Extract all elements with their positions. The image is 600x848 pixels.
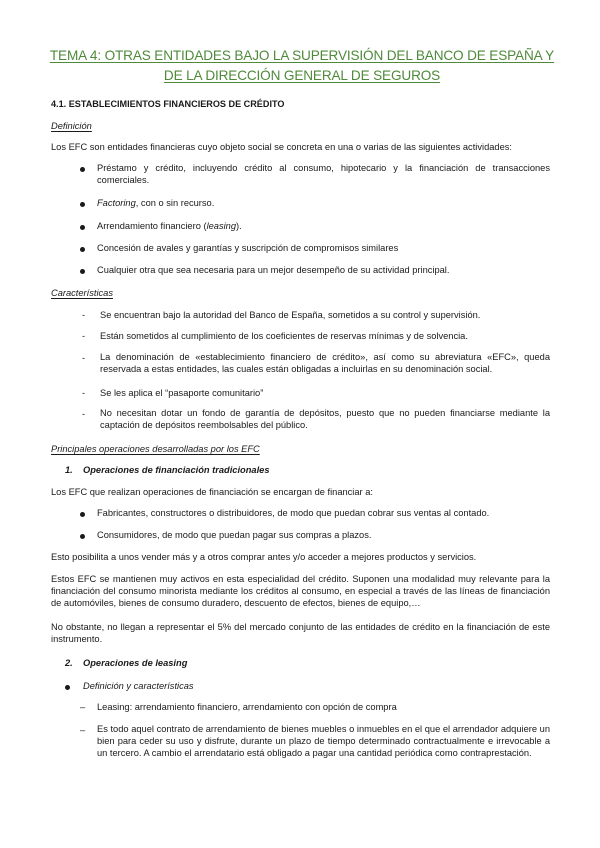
sub2-title: Operaciones de leasing [83,658,188,668]
caracteristicas-item-1: Están sometidos al cumplimiento de los coeficientes de reservas mínimas y de solvencia. [100,331,468,341]
bullet-dot [80,167,85,172]
caracteristicas-item-0: Se encuentran bajo la autoridad del Banco de España, sometidos a su control y supervisión. [100,310,481,320]
dash-marker: - [82,310,86,320]
dash-marker: - [82,353,86,363]
definicion-item-1 [97,198,214,209]
document-title-line-1: TEMA 4: OTRAS ENTIDADES BAJO LA SUPERVISIÓN DEL BANCO DE ESPAÑA Y [49,48,555,63]
sub1-item-0: Fabricantes, constructores o distribuidores, de modo que puedan cobrar sus ventas al contado. [97,508,490,518]
endash-marker: – [80,725,86,735]
sub2-bullet: Definición y características [83,681,194,691]
sub2-number: 2. [65,658,73,668]
paragraph-2: Estos EFC se mantienen muy activos en esta especialidad del crédito. Suponen una modalidad muy relevante para la financiación del consumo minorista mediante los créditos al consumo, en especial a través de las líneas de financiación de automóviles, bienes de consumo duradero, descuento de efectos, bienes de equipo,… [51,574,550,608]
dash-marker: - [82,409,86,419]
sub2-item-0: Leasing: arrendamiento financiero, arrendamiento con opción de compra [97,702,397,712]
sub2-item-1: Es todo aquel contrato de arrendamiento de bienes muebles o inmuebles en el que el arrendador adquiere un bien para ceder su uso y disfrute, durante un plazo de tiempo determinado contractualmente e irrevocable a un tercero. A cambio el arrendatario está obligado a pagar una cantidad periódica como contraprestación. [97,724,550,758]
sub1-number: 1. [65,465,73,475]
paragraph-3: No obstante, no llegan a representar el 5% del mercado conjunto de las entidades de crédito en la financiación de este instrumento. [51,622,550,644]
definicion-heading: Definición [51,121,92,131]
caracteristicas-item-4: No necesitan dotar un fondo de garantía de depósitos, puesto que no pueden financiarse mediante la captación de depósitos reembolsables del público. [100,408,550,430]
caracteristicas-heading: Características [51,288,113,298]
caracteristicas-item-2: La denominación de «establecimiento financiero de crédito», así como su abreviatura «EFC», queda reservada a estas entidades, las cuales están obligadas a incluirlas en su denominación social. [100,352,550,374]
bullet-dot [80,202,85,207]
sub1-intro: Los EFC que realizan operaciones de financiación se encargan de financiar a: [51,487,373,497]
bullet-dot [80,247,85,252]
endash-marker: – [80,702,86,712]
bullet-dot [80,225,85,230]
definicion-item-0: Préstamo y crédito, incluyendo crédito al consumo, hipotecario y la financiación de transacciones comerciales. [97,163,550,185]
definicion-item-2 [97,221,242,232]
operaciones-heading: Principales operaciones desarrolladas por los EFC [51,444,260,454]
dash-marker: - [82,331,86,341]
caracteristicas-item-3: Se les aplica el “pasaporte comunitario” [100,388,264,398]
leasing-term: leasing [206,221,237,231]
document-title-line-2: DE LA DIRECCIÓN GENERAL DE SEGUROS [163,68,441,83]
section-heading: 4.1. ESTABLECIMIENTOS FINANCIEROS DE CRÉDITO [51,99,285,109]
definicion-item-4: Cualquier otra que sea necesaria para un mejor desempeño de su actividad principal. [97,265,450,275]
paragraph-1: Esto posibilita a unos vender más y a otros comprar antes y/o acceder a mejores productos y servicios. [51,552,477,562]
dash-marker: - [82,388,86,398]
factoring-term: Factoring [97,198,136,208]
factoring-rest: , con o sin recurso. [135,198,215,208]
bullet-dot [65,685,70,690]
bullet-dot [80,269,85,274]
bullet-dot [80,534,85,539]
leasing-pre: Arrendamiento financiero ( [97,221,207,231]
definicion-item-3: Concesión de avales y garantías y suscripción de compromisos similares [97,243,399,253]
sub1-title: Operaciones de financiación tradicionales [83,465,270,475]
sub1-item-1: Consumidores, de modo que puedan pagar sus compras a plazos. [97,530,372,540]
definicion-intro: Los EFC son entidades financieras cuyo objeto social se concreta en una o varias de las siguientes actividades: [51,142,512,152]
bullet-dot [80,512,85,517]
leasing-post: ). [236,221,242,231]
